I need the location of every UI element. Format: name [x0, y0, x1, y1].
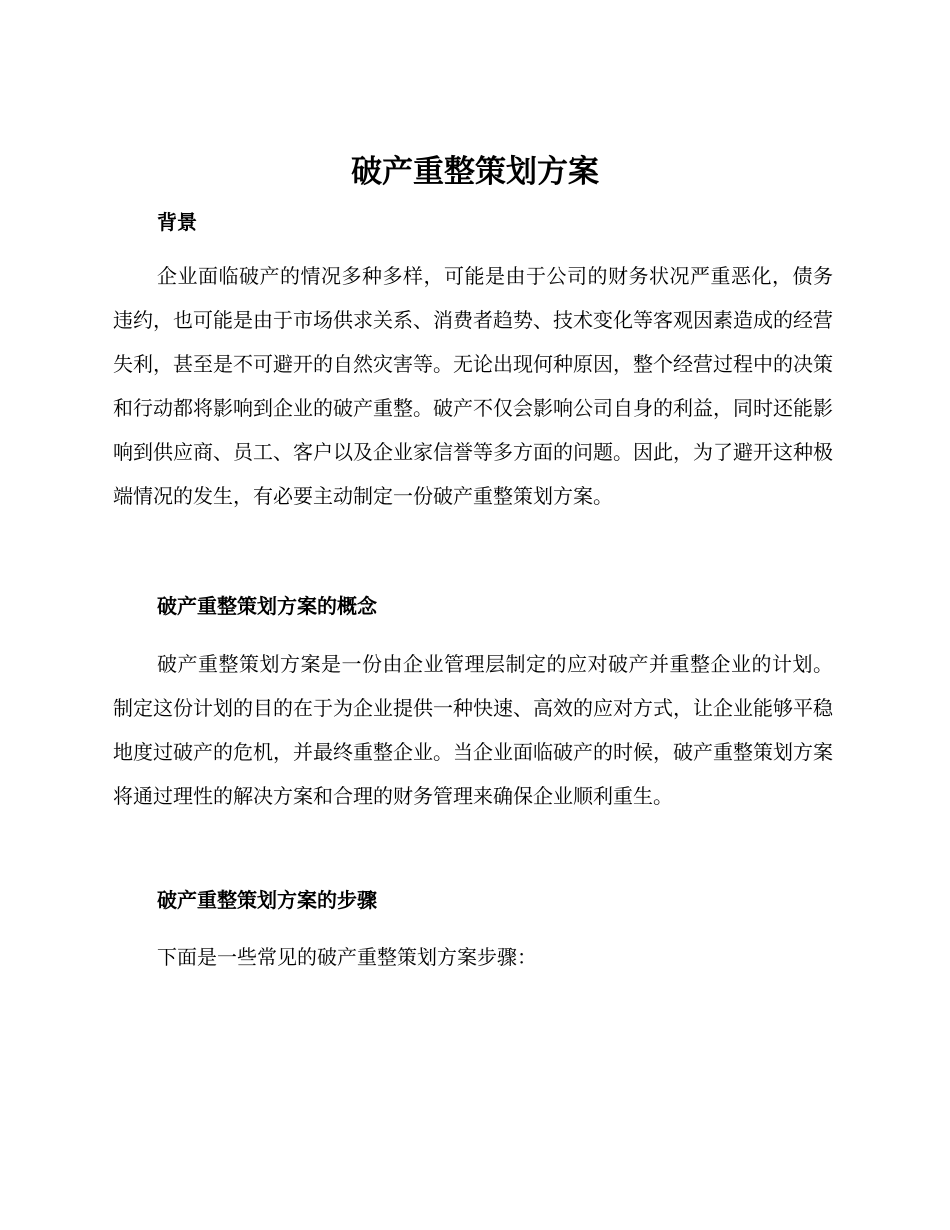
- section-paragraph-steps: 下面是一些常见的破产重整策划方案步骤：: [157, 945, 537, 969]
- section-heading-concept: 破产重整策划方案的概念: [157, 594, 377, 618]
- section-heading-background: 背景: [157, 210, 197, 234]
- section-paragraph-background: 企业面临破产的情况多种多样，可能是由于公司的财务状况严重恶化，债务违约，也可能是由于市场供求关系、消费者趋势、技术变化等客观因素造成的经营失利，甚至是不可避开的自然灾害等。无论出现何种原因，整个经营过程中的决策和行动都将影响到企业的破产重整。破产不仅会影响公司自身的利益，同时还能影响到供应商、员工、客户以及企业家信誉等多方面的问题。因此，为了避开这种极端情况的发生，有必要主动制定一份破产重整策划方案。: [113, 264, 833, 508]
- section-paragraph-concept: 破产重整策划方案是一份由企业管理层制定的应对破产并重整企业的计划。制定这份计划的目的在于为企业提供一种快速、高效的应对方式，让企业能够平稳地度过破产的危机，并最终重整企业。当企业面临破产的时候，破产重整策划方案将通过理性的解决方案和合理的财务管理来确保企业顺利重生。: [113, 652, 833, 808]
- document-title: 破产重整策划方案: [351, 154, 599, 190]
- section-heading-steps: 破产重整策划方案的步骤: [157, 888, 377, 912]
